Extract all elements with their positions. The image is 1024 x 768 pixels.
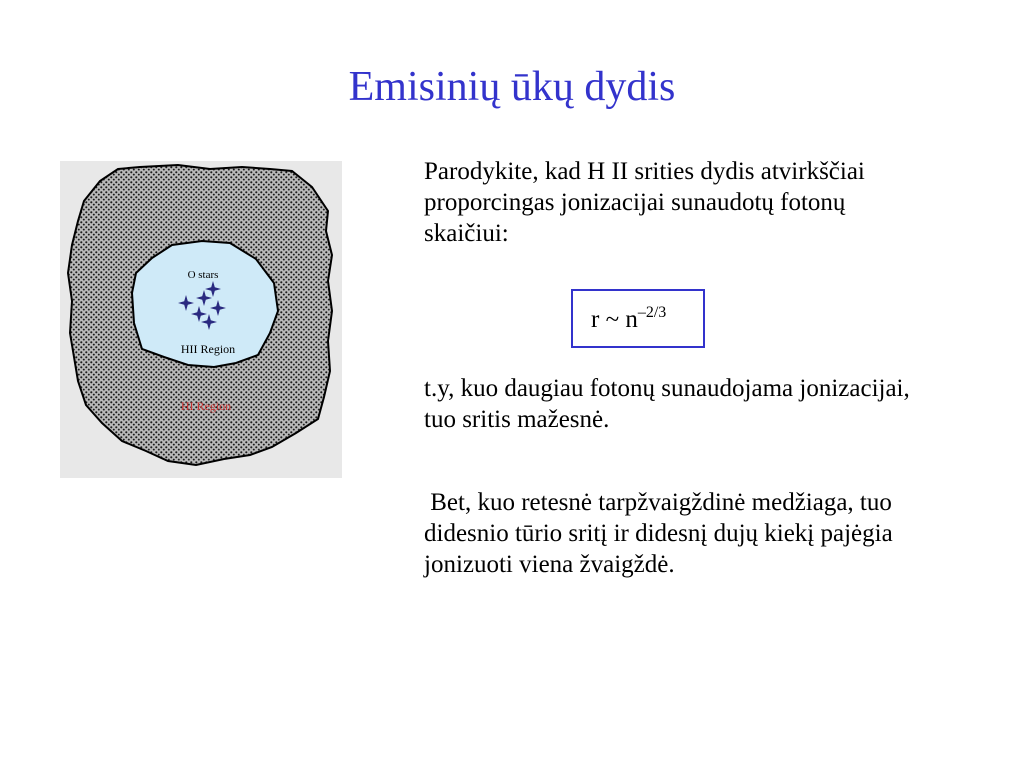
consequence-paragraph: t.y, kuo daugiau fotonų sunaudojama jonizacijai, tuo sritis mažesnė. xyxy=(424,375,910,433)
formula-box xyxy=(571,289,705,348)
formula xyxy=(591,304,666,334)
density-paragraph: Bet, kuo retesnė tarpžvaigždinė medžiaga, tuo didesnio tūrio sritį ir didesnį dujų kiekį pajėgia jonizuoti viena žvaigždė. xyxy=(424,489,899,578)
hii-region-label: HII Region xyxy=(180,342,236,356)
hii-region-diagram xyxy=(60,161,342,478)
hi-region-label: HI Region xyxy=(180,399,232,413)
formula-base: r ~ n xyxy=(591,306,638,333)
o-stars-label: O stars xyxy=(187,269,219,281)
formula-exponent: –2/3 xyxy=(637,304,667,321)
intro-paragraph: Parodykite, kad H II srities dydis atvirkščiai proporcingas jonizacijai sunaudotų fotonų skaičiui: xyxy=(424,158,865,247)
slide-title: Emisinių ūkų dydis xyxy=(348,64,676,110)
